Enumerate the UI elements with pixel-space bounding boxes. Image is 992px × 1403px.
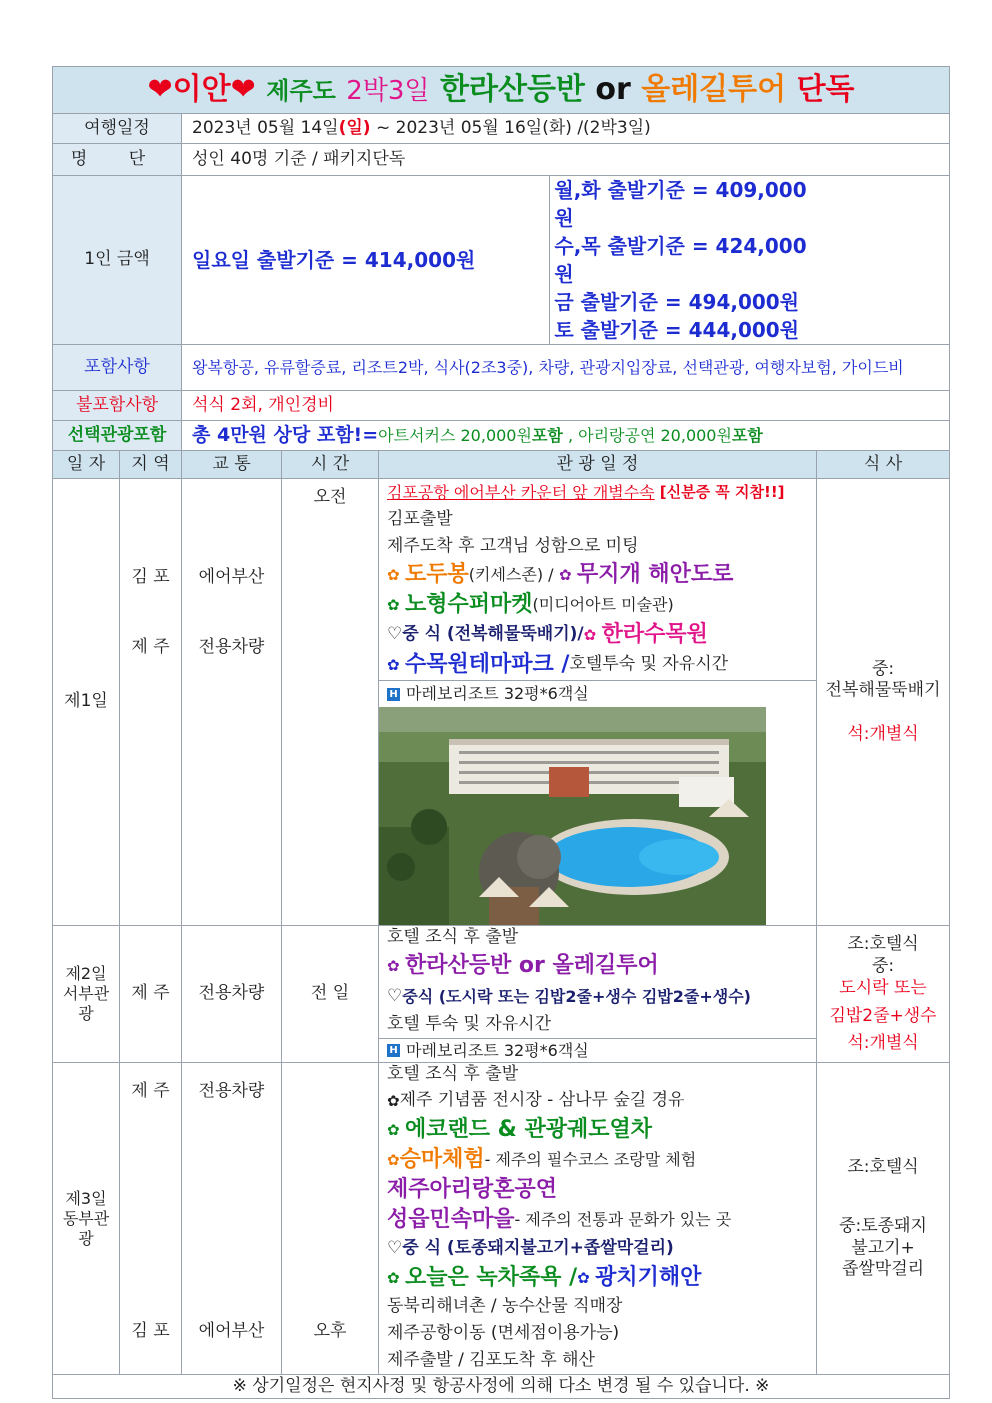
price-label: 1인 금액 [53,176,182,345]
day3-transport-airbusan: 에어부산 [198,1321,265,1341]
flower-icon: ✿ [387,655,400,674]
flower-icon: ✿ [387,1120,400,1139]
price-sunday-cell [182,176,817,345]
optional-value [182,421,950,451]
day3-sub: 동부관광 [62,1208,110,1248]
day3-breakfast: 호텔 조식 후 출발 [387,1064,519,1085]
roster-label [53,144,182,176]
day2-itinerary [379,926,817,1063]
day3-region-gimpo: 김 포 [131,1321,170,1341]
day1-meal-lunch-label: 중: [871,659,895,680]
day1-dodubong: 도두봉 [404,562,469,588]
day1-nohyeong-note: (미디어아트 미술관) [532,595,674,614]
resort-photo-svg [379,707,766,925]
brand-name: 이안 [172,72,231,108]
flower-icon: ✿ [583,625,597,644]
heart-outline-icon: ♡ [387,1238,403,1259]
flower-icon: ✿ [387,1268,400,1287]
day3-horse-riding: 승마체험 [399,1147,485,1173]
flower-icon: ✿ [387,595,400,614]
day3-meals [817,1063,950,1375]
day3-folk-village: 성읍민속마을 [387,1207,515,1233]
day1-label: 제1일 [53,479,120,926]
price-sat: 토 출발기준 = 444,000원 [554,318,800,342]
day1-theme-park: 수목원테마파크 / [404,652,570,678]
optional-art-circus: 아트서커스 20,000원 [378,425,532,445]
header-day: 일 자 [53,451,120,479]
header-time: 시 간 [282,451,379,479]
day2-hotel-note: 호텔 투숙 및 자유시간 [387,1014,552,1035]
day2-label [53,926,120,1063]
included-value: 왕복항공, 유류할증료, 리조트2박, 식사(2조3중), 차량, 관광지입장료, 선택관광, 여행자보험, 가이드비 [182,345,950,391]
heart-icon: ❤ [230,72,256,108]
schedule-start: 2023년 05월 14일 [192,117,339,138]
day2-meal-breakfast: 조:호텔식 [847,934,919,955]
day3-itinerary [379,1063,817,1375]
day1-transport [182,479,282,926]
price-wed-thu: 수,목 출발기준 = 424,000원 [554,234,807,286]
day2-time: 전 일 [282,926,379,1063]
flower-icon: ✿ [387,1091,400,1110]
day2-meals [817,926,950,1063]
optional-included-1: 포함 [531,425,563,445]
day3-label [53,1063,120,1375]
day1-dodubong-note: (키세스존) / [468,565,554,584]
footer-note: ※ 상기일정은 현지사정 및 항공사정에 의해 다소 변경 될 수 있습니다. ※ [53,1375,950,1399]
day1-hotel: 마레보리조트 32평*6객실 [406,684,589,703]
title-exclusive: 단독 [796,72,855,108]
day1-meet-note: [신분증 꼭 지참!!] [659,483,785,502]
day1-itinerary [379,479,817,926]
optional-included-2: 포함 [731,425,763,445]
price-mon-tue: 월,화 출발기준 = 409,000원 [554,178,807,230]
price-spacer [817,176,950,345]
day3-arirang-show: 제주아리랑혼공연 [387,1177,558,1203]
day1-region [120,479,182,926]
title-destination: 제주도 [266,77,336,106]
flower-icon: ✿ [387,1150,400,1169]
excluded-value: 석식 2회, 개인경비 [182,391,950,421]
itinerary-document [52,66,949,1399]
day1-meal-lunch: 전복해물뚝배기 [825,680,941,701]
price-fri: 금 출발기준 = 494,000원 [554,290,800,314]
day2-meal-lunch-label: 중: [871,956,895,977]
day1-arrival: 제주도착 후 고객님 성함으로 미팅 [387,535,639,556]
header-transport: 교 통 [182,451,282,479]
day1-meal-dinner: 석:개별식 [847,723,919,744]
day3-airport: 제주공항이동 (면세점이용가능) [387,1322,620,1343]
day1-meals [817,479,950,926]
header-meal: 식 사 [817,451,950,479]
day2-meal-dinner: 석:개별식 [847,1032,919,1053]
day2-meal-lunch-1: 도시락 또는 [839,978,927,999]
roster-label-text: 명 단 [70,148,164,169]
title-duration: 2박3일 [346,76,430,107]
day3-souvenir: 제주 기념품 전시장 - 삼나무 숲길 경유 [399,1090,685,1111]
day2-region: 제 주 [120,926,182,1063]
resort-photo [379,707,766,925]
day3-horse-note: - 제주의 필수코스 조랑말 체험 [484,1150,697,1169]
day3-transport-bus: 전용차량 [198,1081,265,1101]
table-row-day1 [53,479,950,926]
table-row-day2 [53,926,950,1063]
price-others [549,176,812,344]
schedule-label: 여행일정 [53,114,182,144]
schedule-sunday: (일) [338,117,371,138]
heart-outline-icon: ♡ [387,624,403,645]
flower-icon: ✿ [387,956,400,975]
day2-transport: 전용차량 [182,926,282,1063]
price-sunday-box [192,176,549,344]
day3-ecoland: 에코랜드 & 관광궤도열차 [404,1117,653,1143]
day3-return: 제주출발 / 김포도착 후 해산 [387,1349,595,1370]
day1-departure: 김포출발 [387,508,453,529]
day3-meal-lunch-1: 중:토종돼지 [839,1216,927,1237]
hotel-icon: H [387,1044,400,1057]
day1-hotel-note: 호텔투숙 및 자유시간 [569,654,729,675]
day3-day: 제3일 [65,1188,107,1208]
heart-icon: ❤ [147,72,173,108]
day3-region-jeju: 제 주 [131,1081,170,1101]
day1-rainbow-road: 무지개 해안도로 [576,562,734,588]
day1-halla-arboretum: 한라수목원 [601,622,708,648]
day1-time: 오전 [282,479,379,926]
day1-meet: 김포공항 에어부산 카운터 앞 개별수속 [387,482,655,502]
included-label: 포함사항 [53,345,182,391]
flower-icon: ✿ [577,1268,590,1287]
optional-label: 선택관광포함 [53,421,182,451]
table-row-day3 [53,1063,950,1375]
optional-arirang: , 아리랑공연 20,000원 [562,425,732,445]
day3-folk-note: - 제주의 전통과 문화가 있는 곳 [514,1210,732,1229]
day2-sub: 서부관광 [62,984,110,1023]
header-region: 지 역 [120,451,182,479]
day3-meal-lunch-2: 불고기+ [851,1237,915,1258]
header-itinerary: 관 광 일 정 [379,451,817,479]
excluded-label: 불포함사항 [53,391,182,421]
day3-meal-breakfast: 조:호텔식 [847,1157,919,1177]
title-or: or [595,72,631,108]
optional-lead: 총 4만원 상당 포함!= [192,423,379,446]
heart-outline-icon: ♡ [387,986,403,1007]
day3-lunch: 중 식 (토종돼지불고기+좁쌀막걸리) [402,1238,674,1259]
day3-meal-lunch-3: 좁쌀막걸리 [841,1258,925,1279]
day2-meal-lunch-2: 김밥2줄+생수 [829,1005,937,1026]
day1-nohyeong: 노형수퍼마켓 [404,592,533,618]
flower-icon: ✿ [558,565,572,584]
day3-haenyeo: 동북리해녀촌 / 농수산물 직매장 [387,1295,623,1316]
day2-breakfast: 호텔 조식 후 출발 [387,927,519,948]
hotel-icon: H [387,688,400,701]
day3-transport [182,1063,282,1375]
price-sunday: 일요일 출발기준 = 414,000원 [192,248,476,272]
day2-lunch: 중식 (도시락 또는 김밥2줄+생수 김밥2줄+생수) [402,987,751,1006]
title-hallasan: 한라산등반 [440,72,585,108]
day3-time: 오후 [282,1063,379,1375]
day2-hotel: 마레보리조트 32평*6객실 [406,1040,589,1060]
day1-region-jeju: 제 주 [131,637,170,657]
title-olle: 올레길투어 [641,72,787,108]
schedule-value [182,114,950,144]
day1-transport-airbusan: 에어부산 [198,567,265,587]
day1-lunch: 중 식 (전복해물뚝배기)/ [402,624,584,645]
page-title [53,67,950,114]
day3-region [120,1063,182,1375]
itinerary-table [52,66,950,1399]
day2-hallasan-olle: 한라산등반 or 올레길투어 [404,953,659,979]
day3-green-tea: 오늘은 녹차족욕 / [404,1265,578,1291]
roster-value: 성인 40명 기준 / 패키지단독 [182,144,950,176]
day2-day: 제2일 [65,964,107,983]
schedule-end: ~ 2023년 05월 16일(화) /(2박3일) [370,117,651,138]
day1-region-gimpo: 김 포 [131,567,170,587]
day1-transport-bus: 전용차량 [198,637,265,657]
day3-gwangchigi: 광치기해안 [595,1265,702,1291]
flower-icon: ✿ [387,565,400,584]
